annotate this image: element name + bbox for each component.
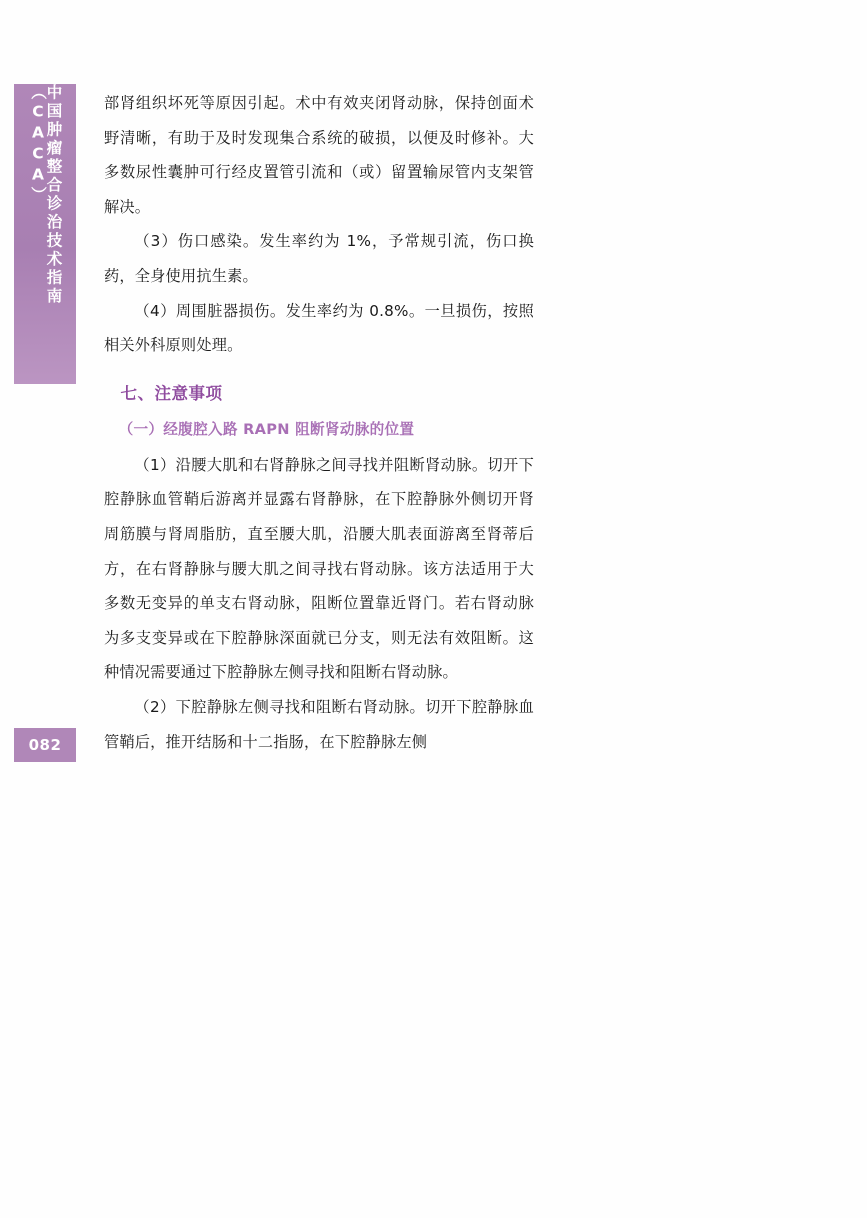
paragraph: （4）周围脏器损伤。发生率约为 0.8%。一旦损伤，按照相关外科原则处理。 [104, 301, 534, 355]
paragraph: （1）沿腰大肌和右肾静脉之间寻找并阻断肾动脉。切开下腔静脉血管鞘后游离并显露右肾静脉，在下腔静脉外侧切开肾周筋膜与肾周脂肪，直至腰大肌，沿腰大肌表面游离至肾蒂后方，在右肾静脉与腰大肌之间寻找右肾动脉。该方法适用于大多数无变异的单支右肾动脉，阻断位置靠近肾门。若右肾动脉为多支变异或在下腔静脉深面就已分支，则无法有效阻断。这种情况需要通过下腔静脉左侧寻找和阻断右肾动脉。 [104, 455, 534, 682]
body-text-column [104, 86, 534, 759]
page-number-badge [14, 728, 76, 762]
page-number: 082 [28, 736, 62, 754]
paragraph: （3）伤口感染。发生率约为 1%，予常规引流，伤口换药，全身使用抗生素。 [104, 232, 534, 285]
subsection-heading: （一）经腹腔入路 RAPN 阻断肾动脉的位置 [118, 420, 415, 438]
paragraph: （2）下腔静脉左侧寻找和阻断右肾动脉。切开下腔静脉血管鞘后，推开结肠和十二指肠，在下腔静脉左侧 [104, 697, 534, 751]
series-title-text: 中国肿瘤整合诊治技术指南（CACA） [29, 84, 63, 306]
paragraph: 部肾组织坏死等原因引起。术中有效夹闭肾动脉，保持创面术野清晰，有助于及时发现集合系统的破损，以便及时修补。大多数尿性囊肿可行经皮置管引流和（或）留置输尿管内支架管解决。 [104, 94, 534, 216]
series-title-tab [14, 84, 76, 384]
section-heading: 七、注意事项 [120, 383, 223, 403]
